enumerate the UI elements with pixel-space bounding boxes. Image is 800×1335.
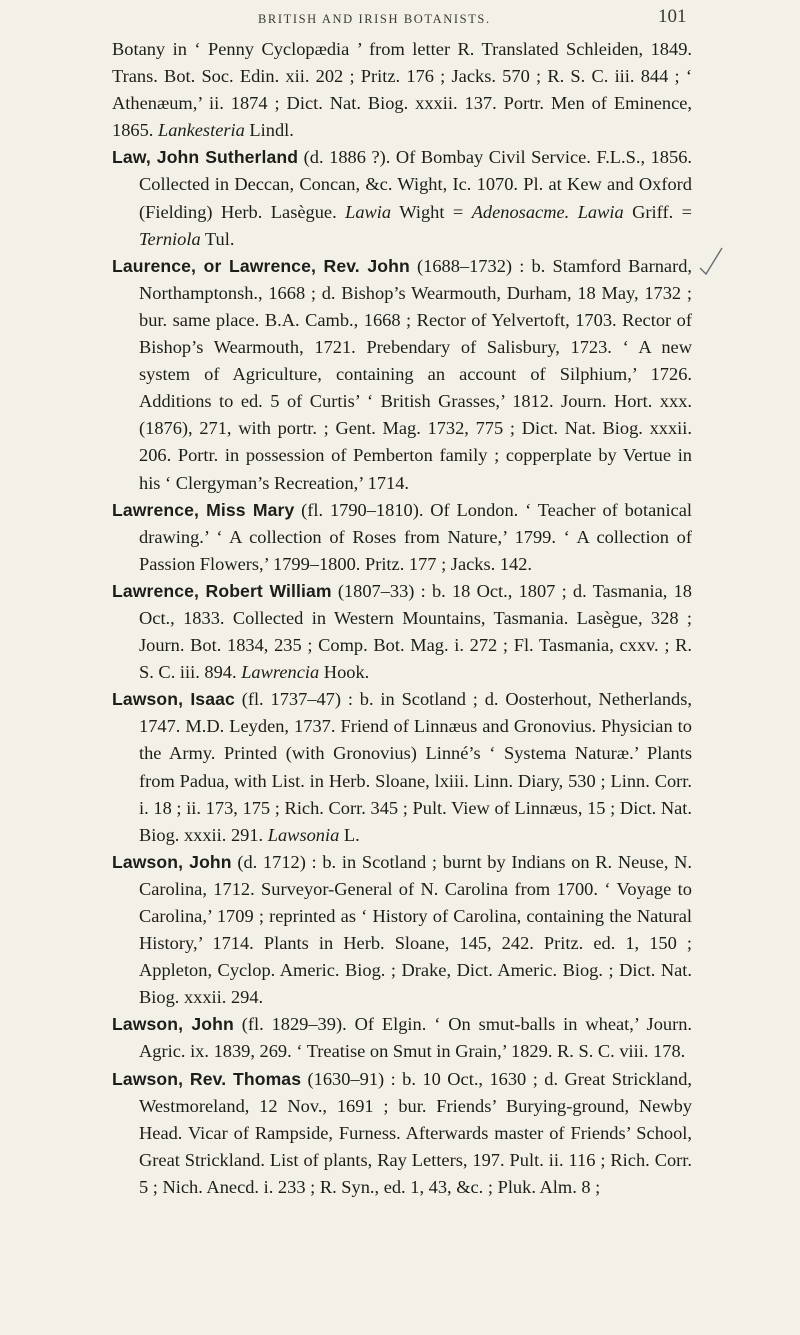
page-number: 101 (658, 6, 687, 27)
entry-text: (1807–33) : b. 18 Oct., 1807 ; d. Tasmania, 18 Oct., 1833. Collected in Western Mountains, Tasmania. Lasègue, 328 ; Journ. Bot. 1834, 235 ; Comp. Bot. Mag. i. 272 ; Fl. Tasmania, cxxv. ; R. S. C. iii. 894. (139, 580, 692, 683)
entry-italic-text: Lawrencia (241, 662, 320, 683)
biographical-entry (112, 849, 692, 1012)
entry-text (569, 202, 577, 222)
entry-italic-text: Adenosacme. (471, 201, 570, 222)
entry-name: Law, John Sutherland (112, 147, 299, 168)
biographical-entry (112, 578, 692, 686)
entry-text: (fl. 1829–39). Of Elgin. ‘ On smut-balls in wheat,’ Journ. Agric. ix. 1839, 269. ‘ Treatise on Smut in Grain,’ 1829. R. S. C. viii. 178. (139, 1014, 692, 1062)
entry-italic-text: Lankesteria (157, 120, 245, 141)
entry-text: Hook. (319, 662, 370, 683)
biographical-entry (112, 686, 692, 849)
entry-text: (fl. 1737–47) : b. in Scotland ; d. Oosterhout, Netherlands, 1747. M.D. Leyden, 1737. Friend of Linnæus and Gronovius. Physician to the Army. Printed (with Gronovius) Linné’s ‘ Systema Naturæ.’ Plants from Padua, with List. in Herb. Sloane, lxiii. Linn. Diary, 530 ; Linn. Corr. i. 18 ; ii. 173, 175 ; Rich. Corr. 345 ; Pult. View of Linnæus, 15 ; Dict. Nat. Biog. xxxii. 291. (139, 689, 692, 845)
biographical-entry (112, 144, 692, 252)
entry-text: L. (339, 824, 360, 845)
entry-name: Lawson, John (112, 1014, 234, 1035)
biographical-entry (112, 1066, 692, 1201)
entry-name: Laurence, or Lawrence, Rev. John (112, 255, 410, 276)
biographical-entry (112, 497, 692, 578)
entry-text: (fl. 1790–1810). Of London. ‘ Teacher of botanical drawing.’ ‘ A collection of Roses from Nature,’ 1799. ‘ A collection of Passion Flowers,’ 1799–1800. Pritz. 177 ; Jacks. 142. (139, 499, 692, 574)
entry-name: Lawson, Rev. Thomas (112, 1068, 302, 1089)
margin-check-mark (698, 246, 724, 276)
entry-italic-text: Lawia (345, 201, 392, 222)
entry-text: (1688–1732) : b. Stamford Barnard, Northamptonsh., 1668 ; d. Bishop’s Wearmouth, Durham, 18 May, 1732 ; bur. same place. B.A. Camb., 1668 ; Rector of Yelvertoft, 1703. Rector of Bishop’s Wearmouth, 1721. Prebendary of Salisbury, 1723. ‘ A new system of Agriculture, containing an account of Silphium,’ 1726. Additions to ed. 5 of Curtis’ ‘ British Grasses,’ 1812. Journ. Hort. xxx. (1876), 271, with portr. ; Gent. Mag. 1732, 775 ; Dict. Nat. Biog. xxxii. 206. Portr. in possession of Pemberton family ; copperplate by Vertue in his ‘ Clergyman’s Recreation,’ 1714. (139, 255, 692, 493)
entry-text: Botany in ‘ Penny Cyclopædia ’ from letter R. Translated Schleiden, 1849. Trans. Bot. Soc. Edin. xii. 202 ; Pritz. 176 ; Jacks. 570 ; R. S. C. iii. 844 ; ‘ Athenæum,’ ii. 1874 ; Dict. Nat. Biog. xxxii. 137. Portr. Men of Eminence, 1865. (112, 39, 692, 141)
entry-text: Lindl. (244, 120, 294, 141)
running-head: BRITISH AND IRISH BOTANISTS. (258, 12, 491, 26)
entry-text: Griff. = (623, 201, 692, 222)
entry-italic-text: Lawia (577, 201, 624, 222)
entry-name: Lawrence, Miss Mary (112, 499, 295, 520)
biographical-entry (112, 253, 692, 497)
page-header (0, 6, 800, 30)
entry-italic-text: Lawsonia (267, 824, 340, 845)
entry-text: (d. 1886 ?). Of Bombay Civil Service. F.L.S., 1856. Collected in Deccan, Concan, &c. Wight, Ic. 1070. Pl. at Kew and Oxford (Fielding) Herb. Lasègue. (139, 147, 692, 222)
entry-name: Lawson, John (112, 851, 232, 872)
continued-entry-text (112, 36, 692, 144)
entry-italic-text: Terniola (139, 228, 201, 249)
entry-list (112, 36, 692, 1201)
entry-name: Lawson, Isaac (112, 689, 235, 710)
entry-text: (1630–91) : b. 10 Oct., 1630 ; d. Great Strickland, Westmoreland, 12 Nov., 1691 ; bur. Friends’ Burying-ground, Newby Head. Vicar of Rampside, Furness. Afterwards master of Friends’ School, Great Strickland. List of plants, Ray Letters, 197. Pult. ii. 116 ; Rich. Corr. 5 ; Nich. Anecd. i. 233 ; R. Syn., ed. 1, 43, &c. ; Pluk. Alm. 8 ; (139, 1068, 692, 1197)
biographical-entry (112, 1011, 692, 1065)
entry-text: Tul. (200, 228, 235, 249)
entry-text: Wight = (391, 201, 472, 222)
entry-name: Lawrence, Robert William (112, 580, 332, 601)
entry-text: (d. 1712) : b. in Scotland ; burnt by Indians on R. Neuse, N. Carolina, 1712. Surveyor-General of N. Carolina from 1700. ‘ Voyage to Carolina,’ 1709 ; reprinted as ‘ History of Carolina, containing the Natural History,’ 1714. Plants in Herb. Sloane, 145, 242. Pritz. ed. 1, 150 ; Appleton, Cyclop. Americ. Biog. ; Drake, Dict. Americ. Biog. ; Dict. Nat. Biog. xxxii. 294. (139, 851, 693, 1008)
